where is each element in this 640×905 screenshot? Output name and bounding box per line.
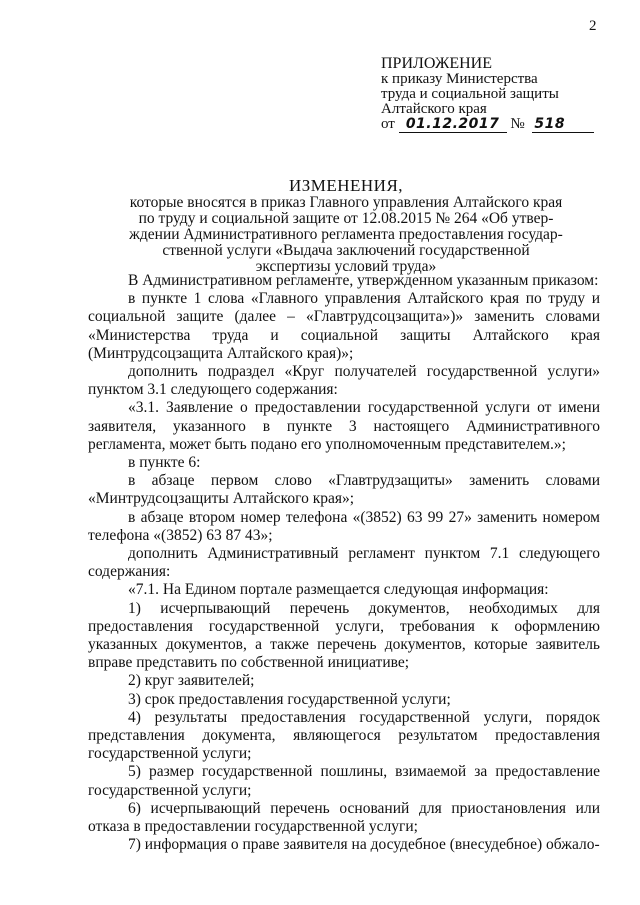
appendix-line: Алтайского края (381, 101, 487, 117)
paragraph: 6) исчерпывающий перечень оснований для приостановления или отказа в предоставлении государственной услуги; (88, 799, 600, 836)
document-title: ИЗМЕНЕНИЯ, (288, 176, 404, 195)
title-line: ственной услуги «Выдача заключений государственной (162, 242, 530, 259)
title-line: экспертизы условий труда» (255, 258, 437, 275)
order-date-number-line (381, 117, 621, 133)
document-body (88, 272, 600, 855)
title-line: которые вносятся в приказ Главного управления Алтайского края (129, 194, 563, 211)
title-line: по труду и социальной защите от 12.08.2015 № 264 «Об утвер- (138, 210, 554, 227)
paragraph: 1) исчерпывающий перечень документов, необходимых для предоставления государственной услуги, требования к оформлению указанных документов, а также перечень документов, которые заявитель вправе представить по собственной инициативе; (88, 599, 600, 672)
number-prefix: № (510, 116, 525, 132)
paragraph: «7.1. На Едином портале размещается следующая информация: (128, 581, 549, 599)
paragraph: 7) информация о праве заявителя на досудебное (внесудебное) обжало- (128, 836, 600, 854)
paragraph: 5) размер государственной пошлины, взимаемой за предоставление государственной услуги; (88, 763, 600, 799)
document-title-block (86, 178, 606, 275)
paragraph: в абзаце втором номер телефона «(3852) 63 99 27» заменить номером телефона «(3852) 63 87 43»; (88, 508, 600, 544)
paragraph: В Административном регламенте, утвержденном указанным приказом: (128, 272, 599, 289)
paragraph: дополнить подраздел «Круг получателей государственной услуги» пунктом 3.1 следующего содержания: (88, 363, 600, 399)
paragraph: в пункте 6: (128, 454, 201, 472)
date-prefix: от (381, 116, 395, 132)
appendix-line: к приказу Министерства (381, 71, 538, 87)
paragraph: 2) круг заявителей; (128, 672, 255, 690)
page-number: 2 (589, 18, 597, 34)
handwritten-order-number: 518 (532, 117, 594, 133)
paragraph: «3.1. Заявление о предоставлении государственной услуги от имени заявителя, указанного в пункте 3 настоящего Административного регламента, может быть подано его уполномоченным представителем.»; (88, 399, 600, 453)
appendix-line: труда и социальной защиты (381, 86, 559, 102)
paragraph: в абзаце первом слово «Главтрудзащиты» заменить словами «Минтрудсоцзащиты Алтайского края»; (88, 472, 600, 508)
handwritten-date: 01.12.2017 (399, 117, 507, 133)
paragraph: 4) результаты предоставления государственной услуги, порядок представления документа, являющегося результатом предоставления государственной услуги; (88, 708, 600, 763)
paragraph: в пункте 1 слова «Главного управления Алтайского края по труду и социальной защите (далее – «Главтрудсоцзащита»)» заменить словами «Министерства труда и социальной защиты Алтайского края (Минтрудсоцзащита Алтайского края)»; (88, 290, 600, 362)
title-line: ждении Административного регламента предоставления государ- (129, 226, 563, 243)
paragraph: дополнить Административный регламент пунктом 7.1 следующего содержания: (88, 545, 600, 581)
appendix-block (381, 56, 621, 133)
paragraph: 3) срок предоставления государственной услуги; (128, 690, 451, 708)
appendix-heading: ПРИЛОЖЕНИЕ (381, 55, 493, 72)
